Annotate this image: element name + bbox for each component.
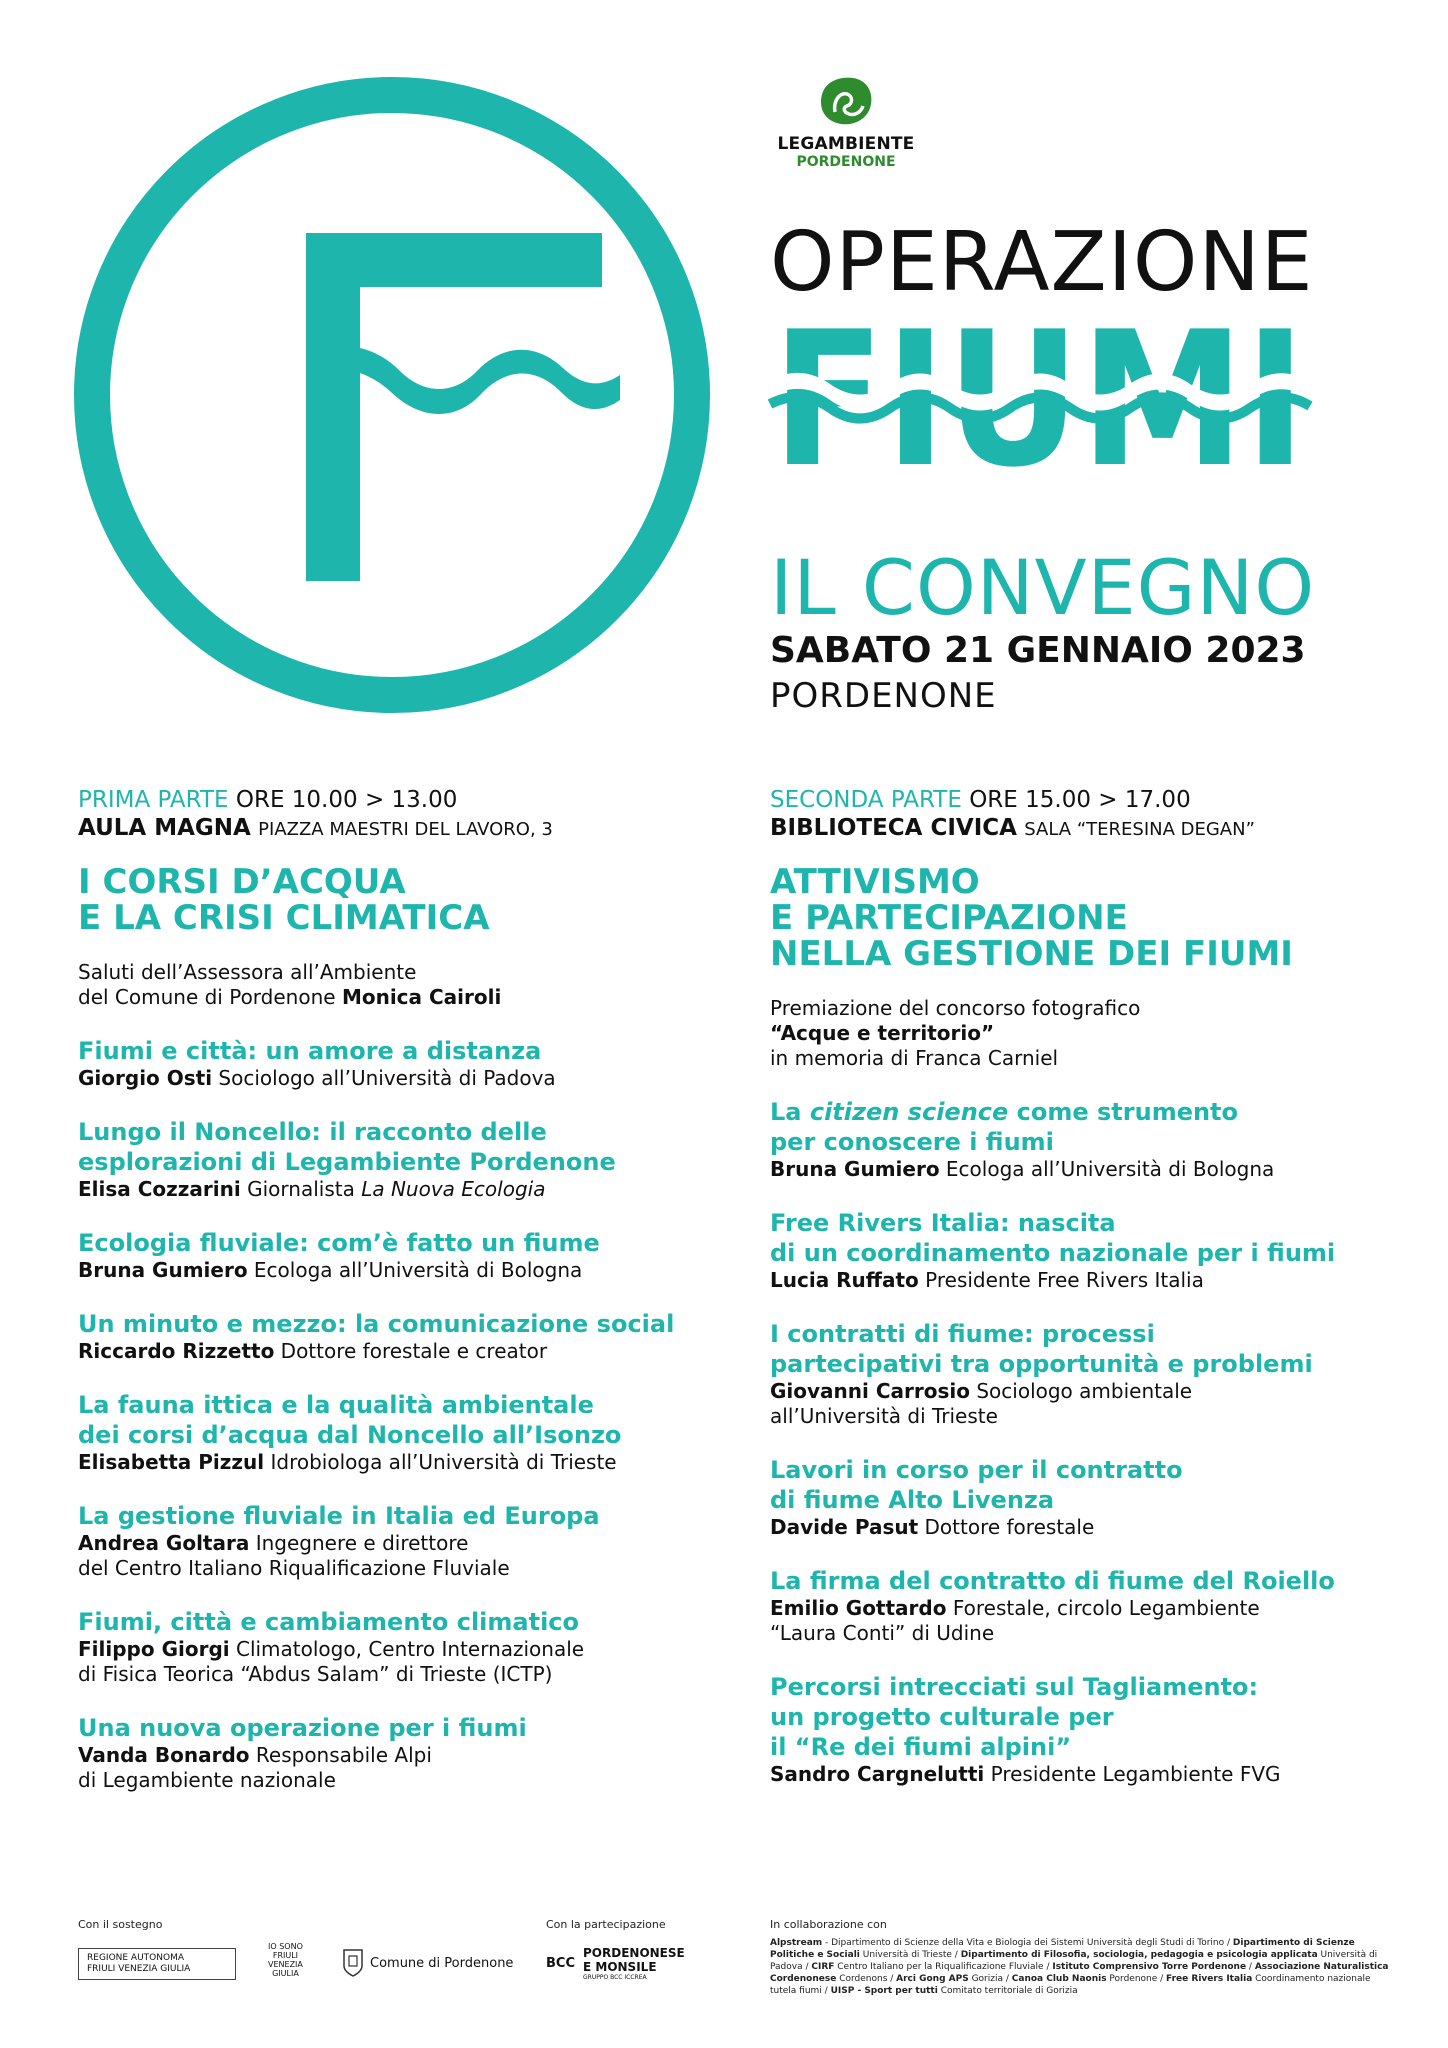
venue-detail: SALA “TERESINA DEGAN” <box>1024 819 1255 840</box>
speaker-role: Dottore forestale e creator <box>274 1339 548 1363</box>
part-label: SECONDA PARTE <box>770 787 962 813</box>
speaker-role-italic: La Nuova Ecologia <box>361 1177 546 1201</box>
speaker-name: Elisabetta Pizzul <box>78 1450 265 1474</box>
part-time: ORE 10.00 > 13.00 <box>235 787 458 813</box>
partner-text: E MONSILE <box>583 1960 657 1974</box>
talk-title: dei corsi d’acqua dal Noncello all’Isonzo <box>78 1421 622 1449</box>
talk-item <box>770 1319 1410 1429</box>
session-title-line: E PARTECIPAZIONE <box>770 898 1128 938</box>
collaboration-section <box>770 1918 1398 1997</box>
partner-name <box>583 1946 685 1981</box>
speaker-name: Emilio Gottardo <box>770 1596 947 1620</box>
talk-speaker-line <box>770 1515 1410 1540</box>
talk-title: Fiumi e città: un amore a distanza <box>78 1037 542 1065</box>
talk-title: Ecologia fluviale: com’è fatto un fiume <box>78 1229 600 1257</box>
session-title <box>78 864 718 936</box>
talk-item <box>770 1672 1410 1787</box>
talk-title-text: come strumento <box>1008 1098 1239 1126</box>
talk-item <box>770 1455 1410 1540</box>
collab-partner: Free Rivers Italia <box>1166 1974 1253 1984</box>
legambiente-logo <box>776 72 916 170</box>
talk-item <box>78 1607 718 1687</box>
talk-title: per conoscere i fiumi <box>770 1128 1054 1156</box>
venue-name: BIBLIOTECA CIVICA <box>770 815 1017 841</box>
talk-item <box>770 1097 1410 1182</box>
talk-title: Lungo il Noncello: il racconto delle <box>78 1118 547 1146</box>
talk-title: un progetto culturale per <box>770 1703 1114 1731</box>
partner-text: PORDENONESE <box>583 1946 685 1960</box>
support-section <box>78 1918 514 1978</box>
talk-speaker-line <box>770 1596 1410 1621</box>
collab-detail: - Dipartimento di Scienze della Vita e Biologia dei Sistemi Università degli Studi di Torino / <box>822 1938 1233 1948</box>
speaker-role: di Fisica Teorica “Abdus Salam” di Trieste (ICTP) <box>78 1662 553 1686</box>
speaker-name: Vanda Bonardo <box>78 1743 250 1767</box>
part-time: ORE 15.00 > 17.00 <box>969 787 1191 813</box>
intro <box>770 996 1410 1071</box>
speaker-role: Ecologa all’Università di Bologna <box>247 1258 583 1282</box>
talk-title: esplorazioni di Legambiente Pordenone <box>78 1148 616 1176</box>
part-header <box>78 786 718 814</box>
talk-item <box>78 1117 718 1202</box>
talk-title: Fiumi, città e cambiamento climatico <box>78 1608 580 1636</box>
event-kind: IL CONVEGNO <box>770 543 1316 632</box>
talk-title <box>770 1097 1410 1127</box>
talk-title-text: La <box>770 1098 810 1126</box>
collab-partner: Associazione Naturalistica Cordenonese <box>770 1962 1389 1984</box>
talk-title: Lavori in corso per il contratto <box>770 1456 1183 1484</box>
talk-item <box>770 1566 1410 1646</box>
talk-speaker-line <box>770 1268 1410 1293</box>
sponsor-text: FRIULI VENEZIA GIULIA <box>87 1964 191 1974</box>
session-title <box>770 864 1410 972</box>
speaker-role: Presidente Legambiente FVG <box>984 1762 1281 1786</box>
intro-line: “Acque e territorio” <box>770 1021 995 1045</box>
event-date: SABATO 21 GENNAIO 2023 <box>770 630 1306 671</box>
session-title-line: ATTIVISMO <box>770 862 980 902</box>
speaker-role: Sociologo all’Università di Padova <box>212 1066 556 1090</box>
talk-speaker-line <box>78 1637 718 1662</box>
legambiente-city: PORDENONE <box>796 154 896 170</box>
operazione-fiumi-logo <box>72 75 712 715</box>
speaker-role: Climatologo, Centro Internazionale <box>229 1637 585 1661</box>
speaker-name: Elisa Cozzarini <box>78 1177 241 1201</box>
speaker-role: del Centro Italiano Riqualificazione Fluviale <box>78 1556 510 1580</box>
talk-title: Free Rivers Italia: nascita <box>770 1209 1116 1237</box>
talk-item <box>78 1501 718 1581</box>
speaker-name: Bruna Gumiero <box>770 1157 940 1181</box>
venue-name: AULA MAGNA <box>78 815 251 841</box>
speaker-name: Giorgio Osti <box>78 1066 213 1090</box>
sponsor-text: GIULIA <box>272 1969 299 1978</box>
speaker-role: Forestale, circolo Legambiente <box>946 1596 1260 1620</box>
speaker-name: Filippo Giorgi <box>78 1637 230 1661</box>
intro-name: Monica Cairoli <box>341 985 502 1009</box>
talk-title: La gestione fluviale in Italia ed Europa <box>78 1502 600 1530</box>
talk-speaker-line <box>78 1531 718 1556</box>
footer <box>78 1918 1398 2028</box>
title-operazione: OPERAZIONE <box>770 215 1314 310</box>
talk-item <box>78 1309 718 1364</box>
sponsor-regione-fvg <box>78 1948 236 1980</box>
collab-detail: Università di Padova / <box>770 1950 1378 1972</box>
talk-item <box>78 1036 718 1091</box>
program-first-part <box>78 786 718 1793</box>
talk-speaker-line <box>78 1450 718 1475</box>
collab-detail: / <box>1246 1962 1255 1972</box>
speaker-role: di Legambiente nazionale <box>78 1768 336 1792</box>
speaker-name: Andrea Goltara <box>78 1531 250 1555</box>
speaker-name: Sandro Cargnelutti <box>770 1762 985 1786</box>
talk-title: di fiume Alto Livenza <box>770 1486 1055 1514</box>
partner-text: GRUPPO BCC ICCREA <box>583 1974 647 1981</box>
venue-detail: PIAZZA MAESTRI DEL LAVORO, 3 <box>258 819 553 840</box>
sponsor-io-sono-fvg <box>268 1942 303 1978</box>
legambiente-name: LEGAMBIENTE <box>777 134 915 154</box>
session-title-line: NELLA GESTIONE DEI FIUMI <box>770 934 1293 974</box>
speaker-role: all’Università di Trieste <box>770 1404 998 1428</box>
collab-list <box>770 1937 1398 1997</box>
speaker-name: Lucia Ruffato <box>770 1268 919 1292</box>
collab-partner: UISP - Sport per tutti <box>830 1986 938 1996</box>
swan-leaf-icon <box>815 72 877 128</box>
city-crest-icon <box>342 1948 364 1978</box>
speaker-role: “Laura Conti” di Udine <box>770 1621 995 1645</box>
speaker-name: Bruna Gumiero <box>78 1258 248 1282</box>
collab-partner: Istituto Comprensivo Torre Pordenone <box>1052 1962 1247 1972</box>
sponsor-text: IO SONO <box>268 1942 303 1951</box>
part-header <box>770 786 1410 814</box>
sponsor-text: FRIULI <box>272 1951 299 1960</box>
talk-title: il “Re dei fiumi alpini” <box>770 1733 1072 1761</box>
venue <box>770 814 1410 844</box>
talk-title: I contratti di fiume: processi <box>770 1320 1155 1348</box>
intro-line: in memoria di Franca Carniel <box>770 1046 1059 1070</box>
bcc-mark: BCC <box>546 1956 575 1971</box>
collab-detail: Università di Trieste / <box>859 1950 961 1960</box>
support-label: Con il sostegno <box>78 1918 163 1931</box>
talk-speaker-line <box>78 1339 718 1364</box>
speaker-name: Davide Pasut <box>770 1515 919 1539</box>
talk-speaker-line <box>770 1762 1410 1787</box>
speaker-role: Dottore forestale <box>918 1515 1095 1539</box>
speaker-role: Ingegnere e direttore <box>249 1531 469 1555</box>
speaker-role: Presidente Free Rivers Italia <box>918 1268 1204 1292</box>
talk-item <box>78 1713 718 1793</box>
session-title-line: E LA CRISI CLIMATICA <box>78 898 490 938</box>
talk-speaker-line <box>78 1177 718 1202</box>
collab-detail: Cordenons / <box>836 1974 897 1984</box>
talk-title: partecipativi tra opportunità e problemi <box>770 1350 1313 1378</box>
speaker-role: Giornalista <box>240 1177 362 1201</box>
talk-item <box>78 1390 718 1475</box>
collab-partner: Dipartimento di Filosofia, sociologia, pedagogia e psicologia applicata <box>960 1950 1318 1960</box>
collab-detail: Comitato territoriale di Gorizia <box>937 1986 1078 1996</box>
talk-speaker-line <box>78 1066 718 1091</box>
sponsor-comune-pordenone <box>342 1948 513 1978</box>
talk-item <box>770 1208 1410 1293</box>
talk-list <box>770 1097 1410 1787</box>
session-title-line: I CORSI D’ACQUA <box>78 862 406 902</box>
talk-list <box>78 1036 718 1793</box>
speaker-role: Idrobiologa all’Università di Trieste <box>264 1450 617 1474</box>
talk-title: La fauna ittica e la qualità ambientale <box>78 1391 594 1419</box>
talk-speaker-line <box>770 1379 1410 1404</box>
collab-detail: Centro Italiano per la Riqualificazione Fluviale / <box>834 1962 1053 1972</box>
collab-detail: Pordenone / <box>1106 1974 1167 1984</box>
collab-partner: Dipartimento di Scienze Politiche e Sociali <box>770 1938 1355 1960</box>
title-fiumi-text: FIUMI <box>772 291 1306 508</box>
sponsor-text: REGIONE AUTONOMA <box>87 1953 184 1963</box>
talk-title: di un coordinamento nazionale per i fiumi <box>770 1239 1336 1267</box>
collab-partner: Alpstream <box>770 1938 823 1948</box>
collab-partner: Arci Gong APS <box>896 1974 969 1984</box>
talk-title: La firma del contratto di fiume del Roiello <box>770 1567 1335 1595</box>
talk-speaker-line <box>78 1743 718 1768</box>
speaker-role: Ecologa all’Università di Bologna <box>939 1157 1275 1181</box>
partner-section <box>546 1918 685 1981</box>
part-label: PRIMA PARTE <box>78 787 229 813</box>
talk-title-italic: citizen science <box>809 1098 1009 1126</box>
talk-title: Una nuova operazione per i fiumi <box>78 1714 527 1742</box>
sponsor-text: Comune di Pordenone <box>370 1955 514 1971</box>
collab-detail: Coordinamento nazionale tutela fiumi / <box>770 1974 1371 1996</box>
talk-speaker-line <box>78 1258 718 1283</box>
venue <box>78 814 718 844</box>
intro-line: Premiazione del concorso fotografico <box>770 996 1141 1020</box>
collab-detail: Gorizia / <box>968 1974 1012 1984</box>
sponsor-text: VENEZIA <box>268 1960 303 1969</box>
intro-text: del Comune di Pordenone <box>78 985 342 1009</box>
title-fiumi <box>770 291 1310 508</box>
talk-item <box>78 1228 718 1283</box>
intro <box>78 960 718 1010</box>
talk-speaker-line <box>770 1157 1410 1182</box>
talk-title: Un minuto e mezzo: la comunicazione social <box>78 1310 675 1338</box>
talk-title: Percorsi intrecciati sul Tagliamento: <box>770 1673 1259 1701</box>
speaker-name: Giovanni Carrosio <box>770 1379 970 1403</box>
collab-partner: CIRF <box>811 1962 835 1972</box>
program-second-part <box>770 786 1410 1787</box>
collab-label: In collaborazione con <box>770 1918 887 1931</box>
intro-line <box>78 985 718 1010</box>
collab-partner: Canoa Club Naonis <box>1011 1974 1107 1984</box>
intro-line: Saluti dell’Assessora all’Ambiente <box>78 960 417 984</box>
speaker-role: Sociologo ambientale <box>969 1379 1193 1403</box>
partner-bcc <box>546 1946 685 1981</box>
speaker-role: Responsabile Alpi <box>249 1743 432 1767</box>
event-city: PORDENONE <box>770 676 997 716</box>
speaker-name: Riccardo Rizzetto <box>78 1339 275 1363</box>
partner-label: Con la partecipazione <box>546 1918 666 1931</box>
